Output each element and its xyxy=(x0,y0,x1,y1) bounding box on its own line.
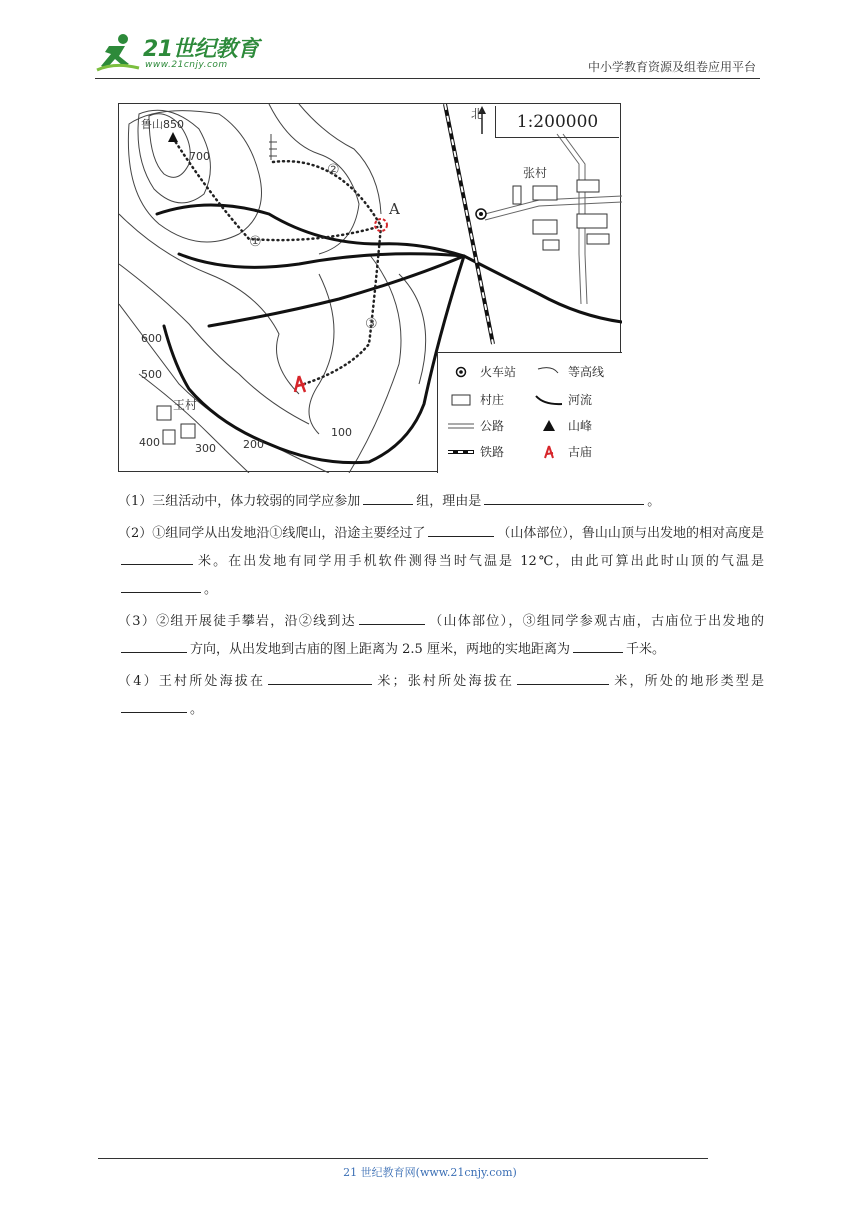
temple-icon xyxy=(295,376,305,392)
answer-blank[interactable] xyxy=(363,490,413,505)
answer-blank[interactable] xyxy=(268,670,372,685)
peak-label: 鲁山850 xyxy=(141,118,184,131)
logo xyxy=(95,32,265,74)
river-line xyxy=(179,254,464,268)
river-line xyxy=(164,256,464,463)
peak-icon xyxy=(168,132,178,142)
legend-road: 公路 xyxy=(480,419,505,433)
page-header xyxy=(95,30,760,79)
route-1-label: ① xyxy=(249,234,262,250)
legend-railway: 铁路 xyxy=(480,445,505,459)
questions xyxy=(118,488,764,728)
contour-line xyxy=(269,104,359,254)
wang-village-label: 王村 xyxy=(173,398,198,412)
legend-temple: 古庙 xyxy=(534,443,592,460)
answer-blank[interactable] xyxy=(121,698,187,713)
river-line xyxy=(157,205,464,256)
answer-blank[interactable] xyxy=(121,578,201,593)
answer-blank[interactable] xyxy=(121,550,193,565)
map-scale: 1:200000 xyxy=(495,106,619,138)
question-4: （4）王村所处海拔在 米；张村所处海拔在 米，所处的地形类型是。 xyxy=(118,668,764,724)
map-legend xyxy=(437,352,622,473)
contour-label-700: 700 xyxy=(189,150,210,163)
legend-peak: 山峰 xyxy=(534,417,592,434)
contour-label-200: 200 xyxy=(243,438,264,451)
legend-station: 火车站 xyxy=(446,363,516,380)
legend-river: 河流 xyxy=(534,391,592,408)
route-3-label: ③ xyxy=(365,316,378,332)
contour-line xyxy=(399,274,426,384)
north-label: 北 xyxy=(471,107,484,121)
question-2: （2）①组同学从出发地沿①线爬山，沿途主要经过了 （山体部位），鲁山山顶与出发地的相对高度是米。在出发地有同学用手机软件测得当时气温是 12℃，由此可算出此时山顶的气温是。 xyxy=(118,520,764,604)
logo-text: 21世纪教育 xyxy=(143,37,259,62)
answer-blank[interactable] xyxy=(428,522,494,537)
legend-contour: 等高线 xyxy=(534,363,604,380)
question-1: （1）三组活动中，体力较弱的同学应参加 组，理由是 。 xyxy=(118,488,764,516)
contour-label-600: 600 xyxy=(141,332,162,345)
railway-line xyxy=(445,104,493,344)
point-a-label: A xyxy=(389,200,400,218)
topographic-map xyxy=(118,103,621,472)
contour-label-300: 300 xyxy=(195,442,216,455)
logo-url: www.21cnjy.com xyxy=(145,60,228,70)
answer-blank[interactable] xyxy=(359,610,425,625)
contour-label-400: 400 xyxy=(139,436,160,449)
answer-blank[interactable] xyxy=(517,670,609,685)
contour-line xyxy=(309,274,334,434)
zhang-village-label: 张村 xyxy=(523,166,548,180)
answer-blank[interactable] xyxy=(484,490,644,505)
answer-blank[interactable] xyxy=(573,638,623,653)
legend-village: 村庄 xyxy=(446,391,504,408)
footer-divider xyxy=(98,1158,708,1159)
runner-logo-icon xyxy=(95,32,141,74)
route-2-label: ② xyxy=(327,162,340,178)
contour-label-100: 100 xyxy=(331,426,352,439)
contour-label-500: 500 xyxy=(141,368,162,381)
answer-blank[interactable] xyxy=(121,638,187,653)
platform-title: 中小学教育资源及组卷应用平台 xyxy=(587,60,756,74)
footer-text[interactable]: 21 世纪教育网(www.21cnjy.com) xyxy=(343,1166,517,1179)
contour-line xyxy=(299,104,381,214)
zhang-village-buildings xyxy=(513,180,609,250)
question-3: （3）②组开展徒手攀岩，沿②线到达 （山体部位），③组同学参观古庙，古庙位于出发地的方向，从出发地到古庙的图上距离为 2.5 厘米，两地的实地距离为 千米。 xyxy=(118,608,764,664)
